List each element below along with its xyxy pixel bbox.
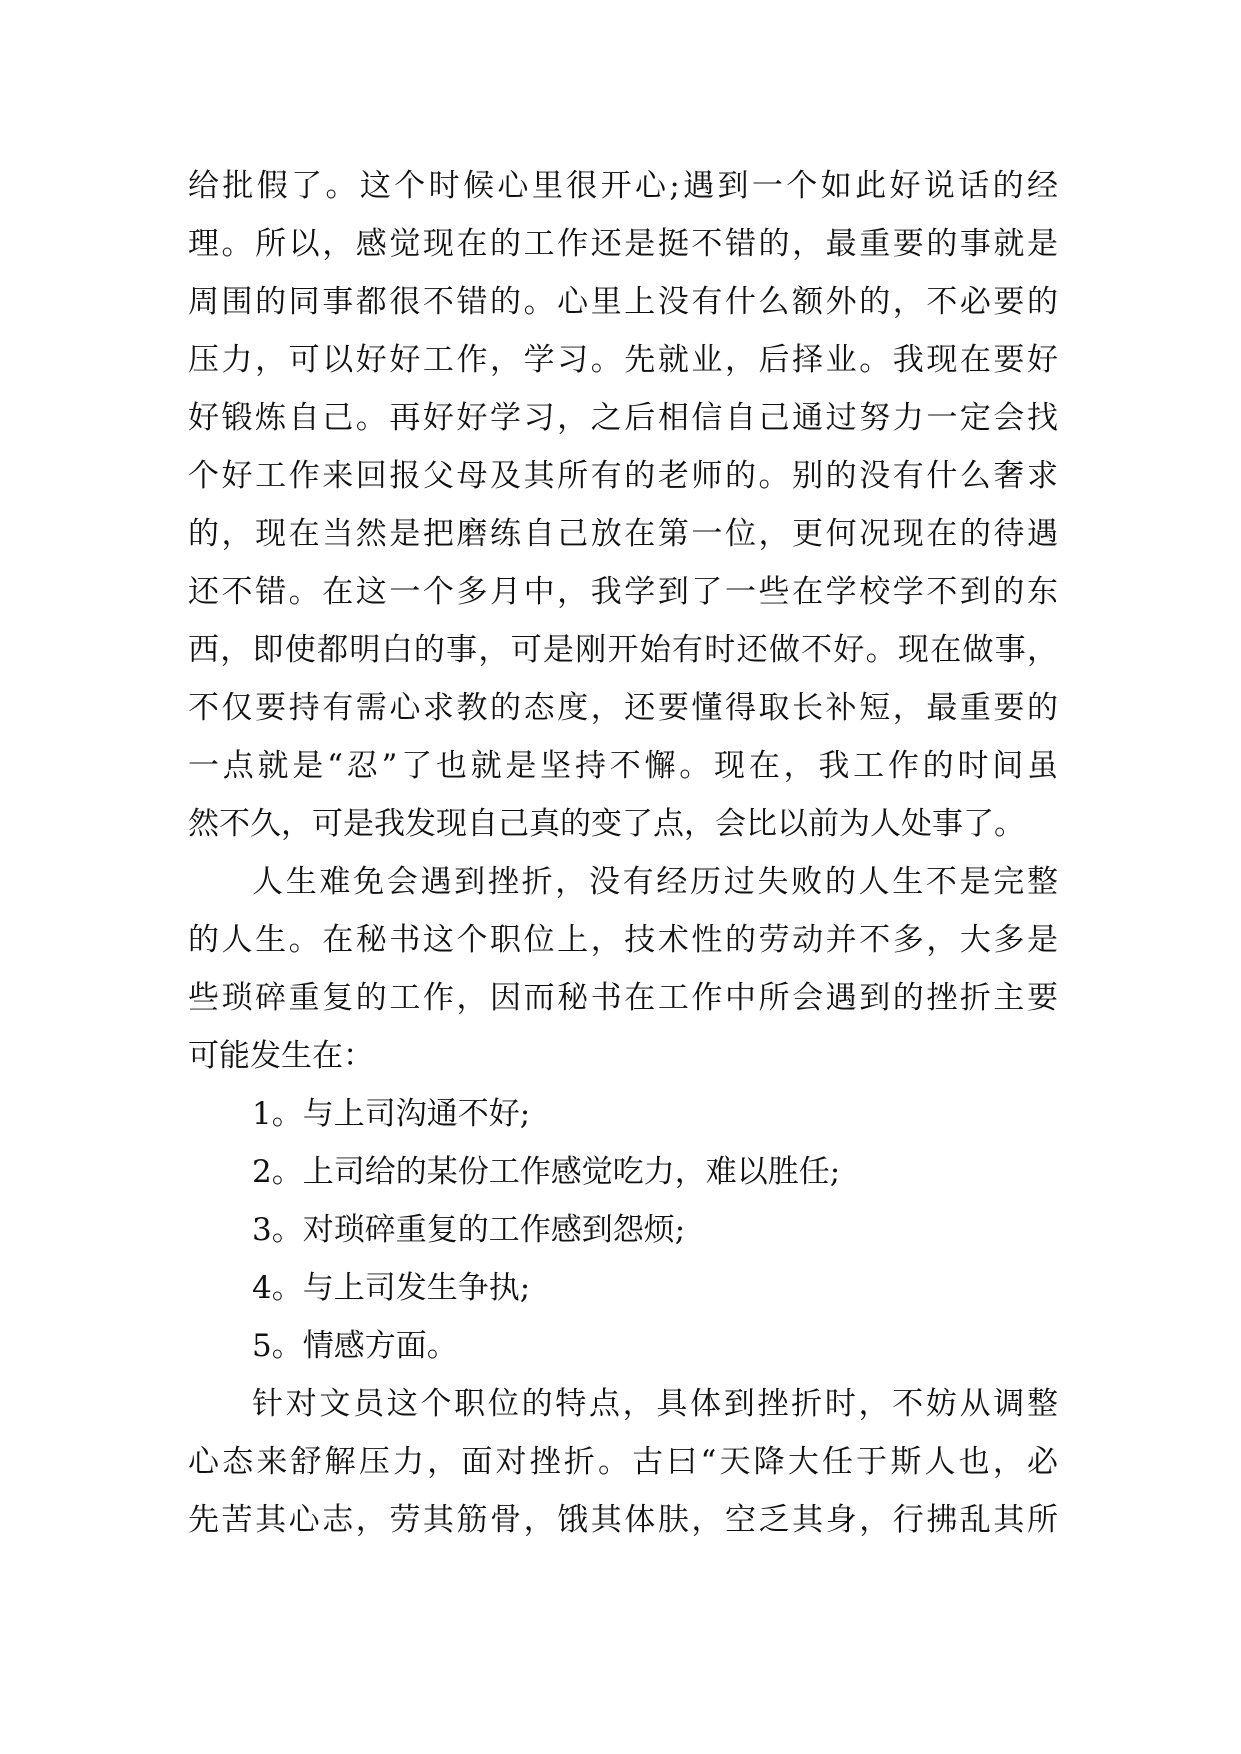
- list-item: 3。对琐碎重复的工作感到怨烦;: [252, 1212, 686, 1248]
- list-item: 5。情感方面。: [252, 1328, 458, 1364]
- text-line: 可能发生在：: [188, 1038, 374, 1074]
- text-line: 些琐碎重复的工作，因而秘书在工作中所会遇到的挫折主要: [188, 980, 1058, 1016]
- text-line: 心态来舒解压力，面对挫折。古曰“天降大任于斯人也，必: [188, 1444, 1058, 1480]
- text-line: 一点就是“忍”了也就是坚持不懈。现在，我工作的时间虽: [188, 748, 1058, 784]
- text-line: 针对文员这个职位的特点，具体到挫折时，不妨从调整: [252, 1386, 1058, 1422]
- text-line: 不仅要持有需心求教的态度，还要懂得取长补短，最重要的: [188, 690, 1058, 726]
- text-line: 压力，可以好好工作，学习。先就业，后择业。我现在要好: [188, 342, 1058, 378]
- text-line: 给批假了。这个时候心里很开心;遇到一个如此好说话的经: [188, 168, 1058, 204]
- text-line: 先苦其心志，劳其筋骨，饿其体肤，空乏其身，行拂乱其所: [188, 1502, 1058, 1538]
- text-line: 理。所以，感觉现在的工作还是挺不错的，最重要的事就是: [188, 226, 1058, 262]
- text-line: 好锻炼自己。再好好学习，之后相信自己通过努力一定会找: [188, 400, 1058, 436]
- text-line: 然不久，可是我发现自己真的变了点，会比以前为人处事了。: [188, 806, 1025, 842]
- text-line: 个好工作来回报父母及其所有的老师的。别的没有什么奢求: [188, 458, 1058, 494]
- text-line: 的，现在当然是把磨练自己放在第一位，更何况现在的待遇: [188, 516, 1058, 552]
- text-line: 的人生。在秘书这个职位上，技术性的劳动并不多，大多是: [188, 922, 1058, 958]
- text-line: 人生难免会遇到挫折，没有经历过失败的人生不是完整: [252, 864, 1058, 900]
- list-item: 4。与上司发生争执;: [252, 1270, 531, 1306]
- list-item: 1。与上司沟通不好;: [252, 1096, 531, 1132]
- list-item: 2。上司给的某份工作感觉吃力，难以胜任;: [252, 1154, 841, 1190]
- text-line: 西，即使都明白的事，可是刚开始有时还做不好。现在做事，: [188, 632, 1058, 668]
- text-line: 还不错。在这一个多月中，我学到了一些在学校学不到的东: [188, 574, 1058, 610]
- text-line: 周围的同事都很不错的。心里上没有什么额外的，不必要的: [188, 284, 1058, 320]
